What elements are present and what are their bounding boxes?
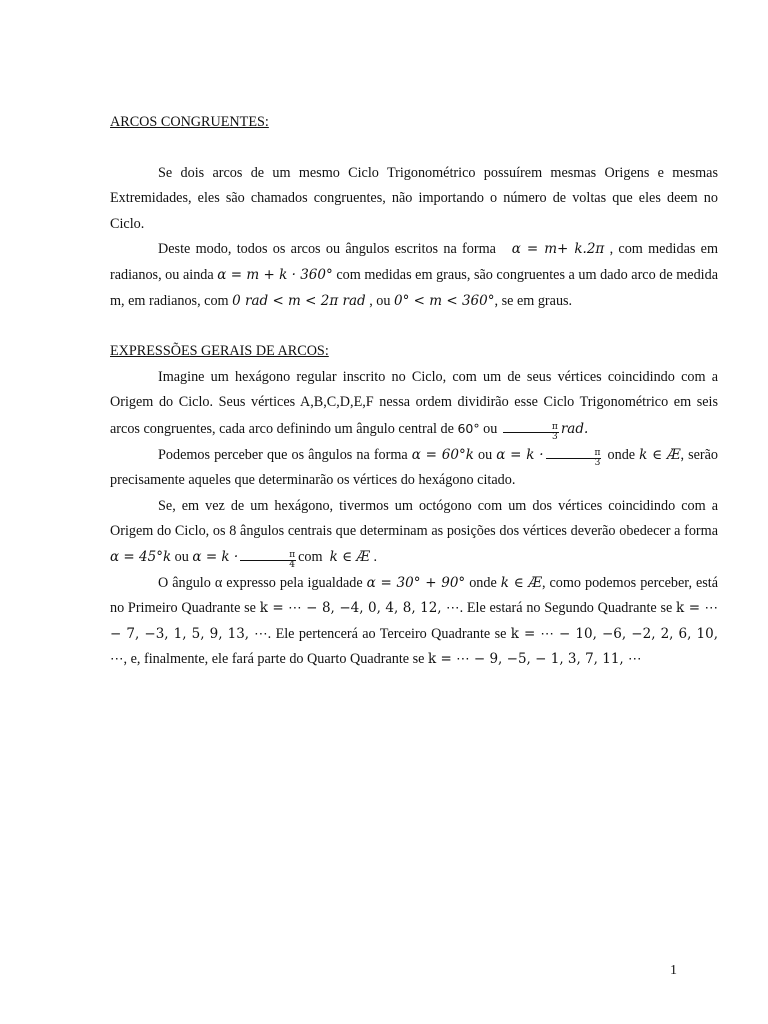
text-segment: , se em graus. — [494, 292, 573, 309]
text-segment: ou — [483, 420, 498, 437]
formula-alpha-k: α = k · — [192, 548, 239, 565]
formula-degrees: α = m + k · 360° — [217, 266, 333, 283]
formula-alpha-60k: α = 60°k — [411, 446, 474, 463]
text-segment: Podemos perceber que os ângulos na forma — [158, 446, 408, 463]
formula-k-in-set: k ∈ Æ — [500, 574, 542, 591]
formula-range-deg: 0° < m < 360° — [394, 292, 495, 309]
text-segment: . Ele pertencerá ao Terceiro Quadrante se — [267, 625, 507, 642]
fraction-pi-over-4 — [240, 551, 296, 570]
page-number: 1 — [670, 963, 677, 978]
fraction-pi-over-3 — [546, 449, 602, 468]
formula-range-rad: 0 rad < m < 2π rad — [232, 292, 366, 309]
formula-alpha-k: α = k · — [496, 446, 544, 463]
paragraph-hexagon-angles — [110, 443, 718, 494]
fraction-numerator: π — [240, 551, 296, 561]
text-segment: , ou — [369, 292, 391, 309]
text-segment: com medidas em graus, são congruentes a um dado arco de medida m, em radianos, com — [110, 266, 719, 309]
fraction-numerator: π — [546, 449, 602, 459]
formula-third-quadrant-k: k = ⋯ − 10, −6, −2, 2, 6, 10, ⋯ — [110, 625, 718, 668]
formula-alpha-30-90: α = 30° + 90° — [366, 574, 466, 591]
text-segment: com — [298, 548, 323, 565]
text-segment: , com medidas em radianos, ou ainda — [110, 241, 719, 283]
text-segment: ou — [477, 446, 493, 463]
paragraph-quadrants — [110, 571, 718, 673]
text-segment: . — [373, 548, 378, 565]
formula-k-in-set: k ∈ Æ — [329, 548, 370, 565]
section-heading-expressoes-gerais: EXPRESSÕES GERAIS DE ARCOS: — [110, 343, 329, 360]
section-heading-arcos-congruentes: ARCOS CONGRUENTES: — [110, 114, 269, 130]
text-segment: ou — [174, 548, 189, 565]
text-segment: Imagine um hexágono regular inscrito no Ciclo, com um de seus vértices coincidindo com a Origem do Ciclo. Seus vértices A,B,C,D,E,F nessa ordem dividirão esse Ciclo Trigonométrico em seis arcos congruentes, cada arco definindo um ângulo central de — [110, 368, 718, 437]
paragraph-definition: Se dois arcos de um mesmo Ciclo Trigonométrico possuírem mesmas Origens e mesmas Extremidades, eles são chamados congruentes, não importando o número de voltas que eles deem no Ciclo. — [110, 164, 718, 232]
fraction-denominator: 4 — [289, 559, 296, 570]
text-segment: Deste modo, todos os arcos ou ângulos escritos na forma — [158, 241, 496, 258]
formula-k-in-set: k ∈ Æ — [639, 446, 681, 463]
formula-second-quadrant-k: k = ⋯ − 7, −3, 1, 5, 9, 13, ⋯ — [110, 600, 719, 642]
text-segment: , como podemos perceber, está no Primeiro Quadrante se — [110, 574, 719, 617]
text-segment: Se, em vez de um hexágono, tivermos um octógono com um dos vértices coincidindo com a Origem do Ciclo, os 8 ângulos centrais que determinam as posições dos vértices deverão obedecer a forma — [110, 497, 718, 540]
formula-alpha-45k: α = 45°k — [110, 548, 172, 565]
text-segment: , serão precisamente aqueles que determinarão os vértices do hexágono citado. — [110, 446, 719, 489]
paragraph-forms — [110, 237, 718, 314]
formula-60-degrees: 60° — [457, 420, 480, 436]
text-segment: . Ele estará no Segundo Quadrante se — [459, 600, 673, 617]
formula-radians: α = m+ k.2π — [511, 241, 605, 258]
formula-rad: rad. — [560, 420, 589, 437]
text-segment: O ângulo α expresso pela igualdade — [158, 574, 363, 591]
fraction-denominator: 3 — [594, 457, 601, 468]
text-segment: , e, finalmente, ele fará parte do Quarto Quadrante se — [123, 651, 425, 668]
paragraph-octagon — [110, 494, 718, 571]
document-page — [110, 110, 718, 673]
formula-fourth-quadrant-k: k = ⋯ − 9, −5, − 1, 3, 7, 11, ⋯ — [428, 651, 642, 668]
text-segment: onde — [607, 446, 636, 463]
paragraph-hexagon — [110, 365, 718, 443]
formula-first-quadrant-k: k = ⋯ − 8, −4, 0, 4, 8, 12, ⋯ — [259, 600, 460, 617]
fraction-pi-over-3 — [503, 423, 559, 442]
fraction-denominator: 3 — [551, 431, 558, 442]
fraction-numerator: π — [503, 423, 559, 433]
text-segment: onde — [469, 574, 497, 591]
